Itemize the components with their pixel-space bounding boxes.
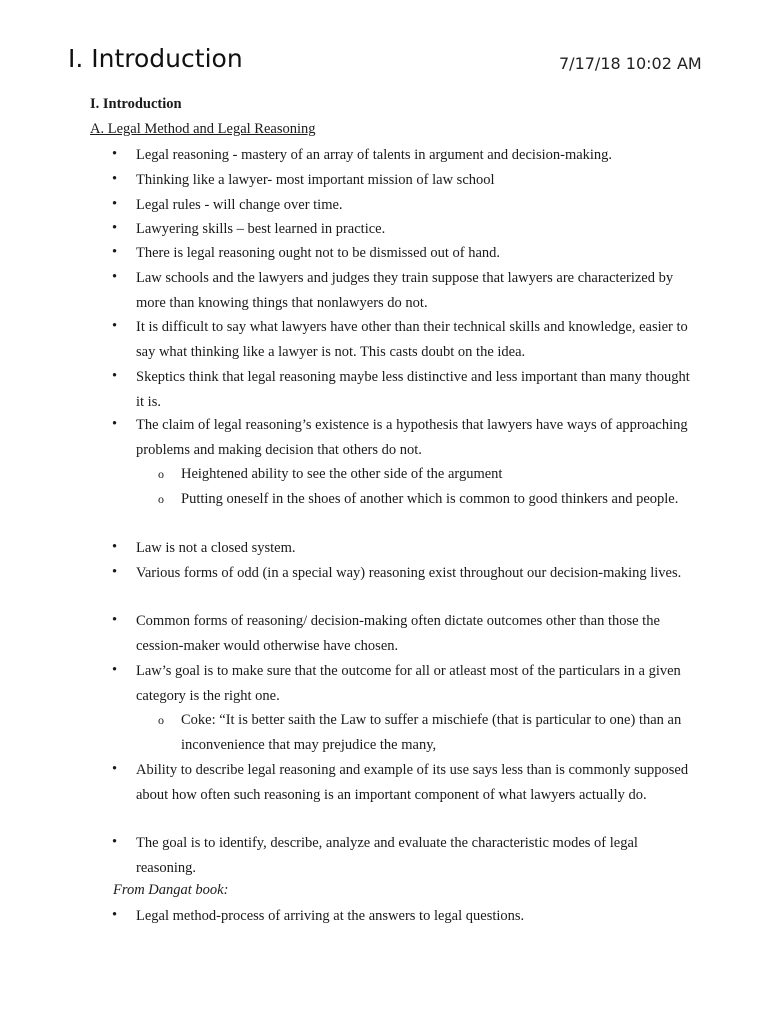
bullet-icon: • (112, 662, 118, 678)
page-title: I. Introduction (68, 44, 243, 73)
sub-bullet-icon: o (158, 467, 164, 481)
bullet-icon: • (112, 318, 118, 334)
bullet-icon: • (112, 612, 118, 628)
list-item: Ability to describe legal reasoning and example of its use says less than is commonly supposed about how often such reasoning is an important component of what lawyers actually do. (136, 762, 689, 803)
sub-list-item: Coke: “It is better saith the Law to suffer a mischiefe (that is particular to one) than an inconvenience that may prejudice the many, (181, 712, 682, 753)
bullet-icon: • (112, 539, 118, 555)
list-item: It is difficult to say what lawyers have other than their technical skills and knowledge, easier to say what thinking like a lawyer is not. This casts doubt on the idea. (136, 319, 688, 360)
list-item: Legal method-process of arriving at the answers to legal questions. (136, 908, 525, 924)
bullet-icon: • (112, 171, 118, 187)
sub-bullet-icon: o (158, 713, 164, 727)
list-item: Lawyering skills – best learned in practice. (136, 221, 386, 237)
list-item: Law schools and the lawyers and judges they train suppose that lawyers are characterized by more than knowing things that nonlawyers do not. (136, 270, 674, 311)
list-item: Common forms of reasoning/ decision-making often dictate outcomes other than those the cession-maker would otherwise have chosen. (136, 613, 660, 654)
bullet-icon: • (112, 220, 118, 236)
sub-list-item: Putting oneself in the shoes of another which is common to good thinkers and people. (181, 491, 679, 507)
bullet-icon: • (112, 834, 118, 850)
list-item: The claim of legal reasoning’s existence is a hypothesis that lawyers have ways of approaching problems and making decision that others do not. (136, 417, 688, 458)
list-item: Various forms of odd (in a special way) reasoning exist throughout our decision-making lives. (136, 565, 682, 581)
list-item: Legal rules - will change over time. (136, 197, 343, 213)
list-item: Law is not a closed system. (136, 540, 296, 556)
bullet-icon: • (112, 368, 118, 384)
list-item: Law’s goal is to make sure that the outcome for all or atleast most of the particulars in a given category is the right one. (136, 663, 681, 704)
bullet-icon: • (112, 416, 118, 432)
list-item: Thinking like a lawyer- most important mission of law school (136, 172, 495, 188)
bullet-icon: • (112, 269, 118, 285)
sub-bullet-icon: o (158, 492, 164, 506)
source-note: From Dangat book: (113, 882, 229, 898)
bullet-icon: • (112, 196, 118, 212)
list-item: Skeptics think that legal reasoning maybe less distinctive and less important than many thought it is. (136, 369, 690, 410)
sub-list-item: Heightened ability to see the other side of the argument (181, 466, 503, 482)
list-item: The goal is to identify, describe, analyze and evaluate the characteristic modes of legal reasoning. (136, 835, 638, 876)
list-item: There is legal reasoning ought not to be dismissed out of hand. (136, 245, 501, 261)
bullet-icon: • (112, 146, 118, 162)
subsection-heading: A. Legal Method and Legal Reasoning (90, 121, 316, 137)
list-item: Legal reasoning - mastery of an array of talents in argument and decision-making. (136, 147, 613, 163)
bullet-icon: • (112, 564, 118, 580)
bullet-icon: • (112, 907, 118, 923)
bullet-icon: • (112, 761, 118, 777)
page-header (0, 0, 768, 90)
bullet-icon: • (112, 244, 118, 260)
section-heading: I. Introduction (90, 96, 182, 112)
page-timestamp: 7/17/18 10:02 AM (559, 54, 702, 73)
